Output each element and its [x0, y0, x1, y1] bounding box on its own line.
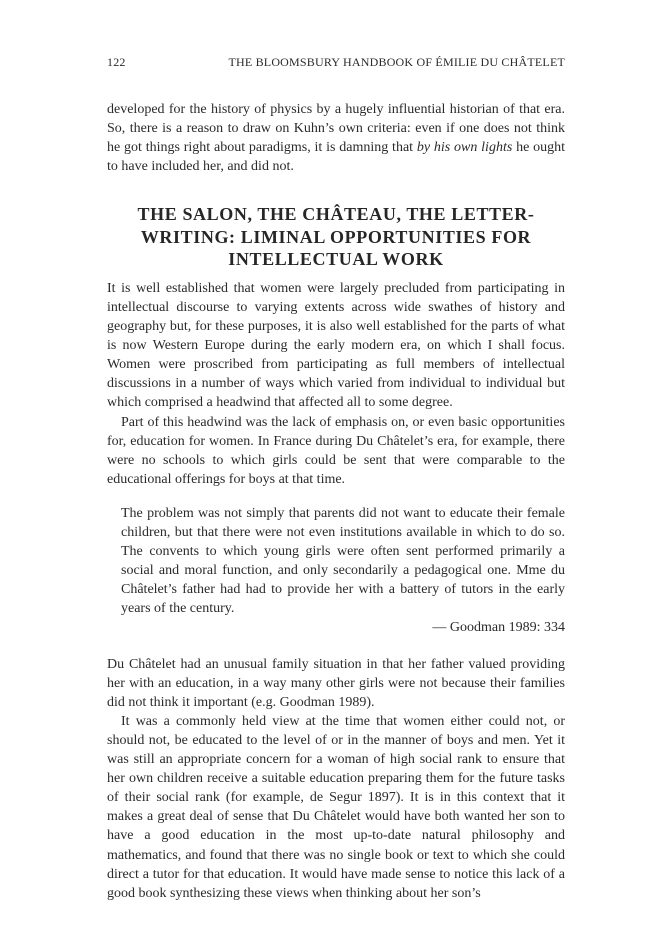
block-quote [121, 504, 565, 638]
running-header [107, 55, 565, 71]
intro-text-after-italic: he ought to have included her, and did not. [107, 140, 566, 175]
paragraph-2: Part of this headwind was the lack of emphasis on, or even basic opportunities for, education for women. In France during Du Châtelet’s era, for example, there were no schools to which girls could be sent that were comparable to the educational offerings for boys at that time. [107, 414, 565, 487]
main-text [107, 100, 565, 903]
page-number: 122 [107, 55, 126, 69]
running-book-title: THE BLOOMSBURY HANDBOOK OF ÉMILIE DU CHÂTELET [228, 55, 565, 69]
block-quote-attribution: — Goodman 1989: 334 [432, 620, 565, 636]
intro-italic-phrase: by his own lights [416, 140, 513, 156]
section-heading: THE SALON, THE CHÂTEAU, THE LETTER-WRITING: LIMINAL OPPORTUNITIES FOR INTELLECTUAL WORK [137, 204, 535, 270]
book-page [107, 0, 565, 938]
paragraph-3: Du Châtelet had an unusual family situation in that her father valued providing her with an education, in a way many other girls were not because their families did not think it important (e.g. Goodman 1989). [107, 656, 565, 710]
paragraph-4: It was a commonly held view at the time that women either could not, or should not, be educated to the level of or in the manner of boys and men. Yet it was still an appropriate concern for a woman of high social rank to ensure that her own children receive a suitable education preparing them for the future tasks of their social rank (for example, de Segur 1897). It is in this context that it makes a great deal of sense that Du Châtelet would have both wanted her son to have a good education in the most up-to-date natural philosophy and mathematics, and found that there was no single book or text to which she could direct a tutor for that education. It would have made sense to notice this lack of a good book synthesizing these views when thinking about her son’s [107, 713, 565, 901]
intro-text-before-italic: developed for the history of physics by a hugely influential historian of that era. So, there is a reason to draw on Kuhn’s own criteria: even if one does not think he got things right about paradigms, it is damning that [107, 102, 565, 156]
block-quote-text: The problem was not simply that parents did not want to educate their female children, but that there were not even institutions available in which to do so. The convents to which young girls were often sent performed primarily a social and moral function, and only secondarily a pedagogical one. Mme du Châtelet’s father had had to provide her with a battery of tutors in the early years of the century. [121, 505, 565, 617]
paragraph-1: It is well established that women were largely precluded from participating in intellectual discourse to varying extents across wide swathes of history and geography but, for these purposes, it is also well established for the parts of what is now Western Europe during the early modern era, on which I shall focus. Women were proscribed from participating as full members of intellectual discussions in a number of ways which varied from individual to individual but which comprised a headwind that affected all to some degree. [107, 280, 565, 411]
intro-paragraph [107, 100, 565, 176]
